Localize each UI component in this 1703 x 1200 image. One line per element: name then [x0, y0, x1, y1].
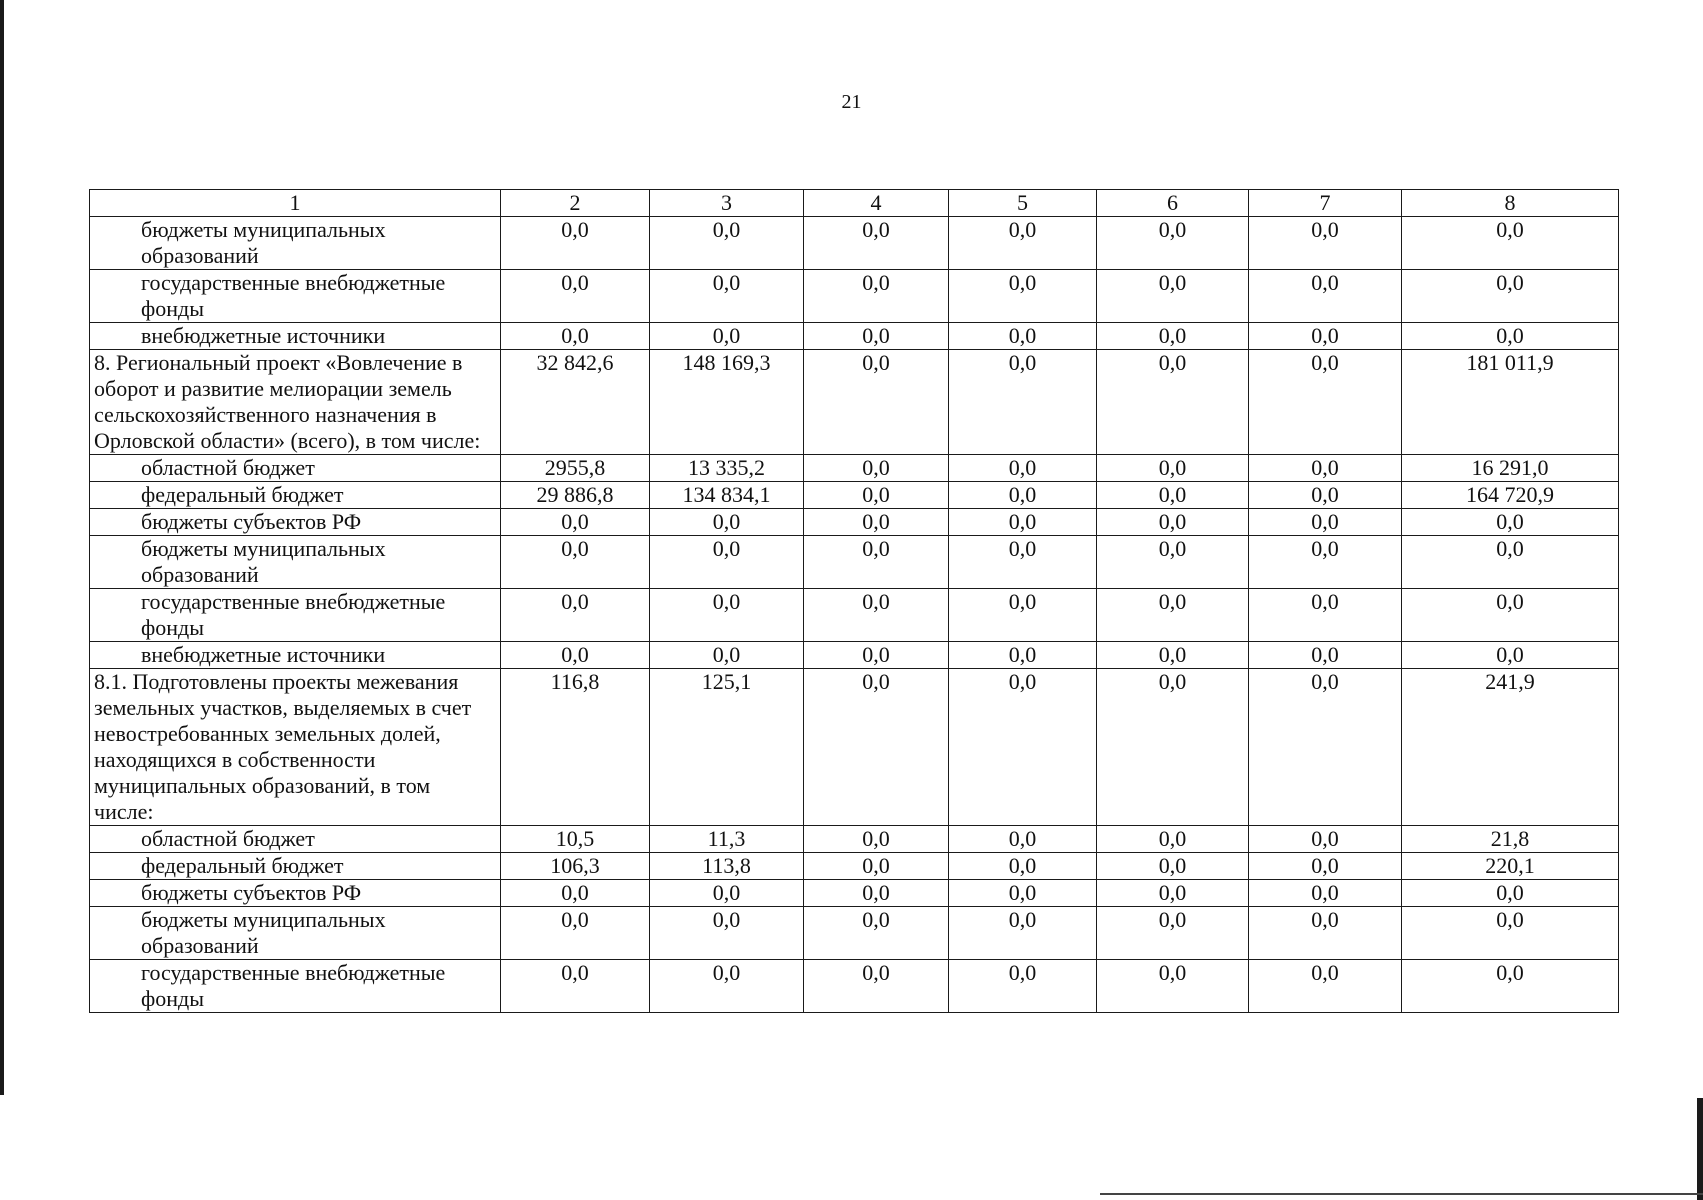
value-cell: 0,0	[804, 536, 949, 589]
value-cell: 148 169,3	[650, 350, 804, 455]
row-source-label: федеральный бюджет	[90, 853, 501, 880]
value-cell: 0,0	[949, 482, 1097, 509]
value-cell: 0,0	[1097, 589, 1249, 642]
value-cell: 16 291,0	[1402, 455, 1619, 482]
value-cell: 0,0	[804, 880, 949, 907]
budget-table	[89, 189, 1619, 1013]
value-cell: 0,0	[1097, 826, 1249, 853]
table-row	[90, 323, 1619, 350]
value-cell: 0,0	[1097, 270, 1249, 323]
column-number: 5	[949, 190, 1097, 217]
value-cell: 0,0	[949, 669, 1097, 826]
row-source-label: областной бюджет	[90, 455, 501, 482]
table-row	[90, 826, 1619, 853]
value-cell: 241,9	[1402, 669, 1619, 826]
value-cell: 0,0	[501, 536, 650, 589]
column-number-row	[90, 190, 1619, 217]
table-row	[90, 482, 1619, 509]
value-cell: 0,0	[804, 323, 949, 350]
table-row	[90, 455, 1619, 482]
row-source-label: бюджеты муниципальных образований	[90, 217, 501, 270]
value-cell: 0,0	[501, 270, 650, 323]
value-cell: 0,0	[1402, 270, 1619, 323]
value-cell: 0,0	[804, 960, 949, 1013]
column-number: 3	[650, 190, 804, 217]
table-row	[90, 217, 1619, 270]
value-cell: 0,0	[949, 960, 1097, 1013]
value-cell: 0,0	[1402, 880, 1619, 907]
value-cell: 0,0	[501, 642, 650, 669]
value-cell: 13 335,2	[650, 455, 804, 482]
value-cell: 0,0	[1097, 217, 1249, 270]
row-section-label: 8.1. Подготовлены проекты межевания земельных участков, выделяемых в счет невостребованных земельных долей, находящихся в собственности муниципальных образований, в том числе:	[90, 669, 501, 826]
table-row	[90, 907, 1619, 960]
value-cell: 0,0	[501, 589, 650, 642]
column-number: 2	[501, 190, 650, 217]
value-cell: 0,0	[949, 509, 1097, 536]
table-row	[90, 509, 1619, 536]
value-cell: 0,0	[650, 509, 804, 536]
row-source-label: бюджеты муниципальных образований	[90, 907, 501, 960]
value-cell: 0,0	[804, 482, 949, 509]
value-cell: 0,0	[949, 589, 1097, 642]
scan-border-right	[1697, 1098, 1703, 1200]
value-cell: 0,0	[949, 853, 1097, 880]
value-cell: 0,0	[1097, 853, 1249, 880]
table-body	[90, 190, 1619, 1013]
value-cell: 0,0	[1402, 960, 1619, 1013]
value-cell: 0,0	[1249, 642, 1402, 669]
value-cell: 113,8	[650, 853, 804, 880]
row-source-label: государственные внебюджетные фонды	[90, 589, 501, 642]
scan-border-bottom	[1100, 1193, 1703, 1195]
value-cell: 0,0	[1249, 907, 1402, 960]
value-cell: 0,0	[949, 826, 1097, 853]
value-cell: 21,8	[1402, 826, 1619, 853]
value-cell: 0,0	[949, 907, 1097, 960]
value-cell: 0,0	[501, 323, 650, 350]
value-cell: 0,0	[804, 669, 949, 826]
value-cell: 0,0	[650, 217, 804, 270]
value-cell: 0,0	[1097, 669, 1249, 826]
value-cell: 0,0	[949, 323, 1097, 350]
value-cell: 0,0	[949, 217, 1097, 270]
table-row	[90, 589, 1619, 642]
value-cell: 0,0	[1402, 323, 1619, 350]
table-row	[90, 536, 1619, 589]
value-cell: 181 011,9	[1402, 350, 1619, 455]
value-cell: 0,0	[1249, 826, 1402, 853]
value-cell: 2955,8	[501, 455, 650, 482]
row-section-label: 8. Региональный проект «Вовлечение в оборот и развитие мелиорации земель сельскохозяйственного назначения в Орловской области» (всего), в том числе:	[90, 350, 501, 455]
value-cell: 0,0	[804, 455, 949, 482]
column-number: 7	[1249, 190, 1402, 217]
value-cell: 0,0	[501, 907, 650, 960]
value-cell: 0,0	[1249, 960, 1402, 1013]
value-cell: 0,0	[650, 880, 804, 907]
value-cell: 0,0	[1249, 270, 1402, 323]
value-cell: 0,0	[1402, 217, 1619, 270]
value-cell: 0,0	[1402, 907, 1619, 960]
value-cell: 0,0	[1402, 509, 1619, 536]
row-source-label: государственные внебюджетные фонды	[90, 270, 501, 323]
value-cell: 0,0	[650, 642, 804, 669]
page-number: 21	[841, 91, 862, 113]
value-cell: 0,0	[1249, 350, 1402, 455]
value-cell: 0,0	[804, 270, 949, 323]
value-cell: 0,0	[949, 350, 1097, 455]
value-cell: 0,0	[804, 826, 949, 853]
table-row	[90, 642, 1619, 669]
value-cell: 0,0	[650, 536, 804, 589]
row-source-label: федеральный бюджет	[90, 482, 501, 509]
value-cell: 0,0	[1097, 455, 1249, 482]
value-cell: 0,0	[804, 853, 949, 880]
column-number: 8	[1402, 190, 1619, 217]
value-cell: 0,0	[1097, 482, 1249, 509]
value-cell: 116,8	[501, 669, 650, 826]
value-cell: 106,3	[501, 853, 650, 880]
value-cell: 0,0	[650, 270, 804, 323]
column-number: 4	[804, 190, 949, 217]
table-row	[90, 880, 1619, 907]
value-cell: 0,0	[1402, 642, 1619, 669]
value-cell: 134 834,1	[650, 482, 804, 509]
table-row	[90, 853, 1619, 880]
row-source-label: внебюджетные источники	[90, 642, 501, 669]
row-source-label: бюджеты субъектов РФ	[90, 880, 501, 907]
value-cell: 0,0	[1249, 853, 1402, 880]
value-cell: 125,1	[650, 669, 804, 826]
scan-border-left	[0, 0, 4, 1095]
value-cell: 0,0	[949, 536, 1097, 589]
row-source-label: бюджеты муниципальных образований	[90, 536, 501, 589]
value-cell: 0,0	[1097, 323, 1249, 350]
row-source-label: внебюджетные источники	[90, 323, 501, 350]
value-cell: 0,0	[1097, 350, 1249, 455]
table-row	[90, 270, 1619, 323]
value-cell: 0,0	[1249, 482, 1402, 509]
value-cell: 0,0	[804, 350, 949, 455]
value-cell: 0,0	[1249, 509, 1402, 536]
value-cell: 0,0	[1097, 536, 1249, 589]
value-cell: 10,5	[501, 826, 650, 853]
table-row	[90, 669, 1619, 826]
value-cell: 0,0	[650, 589, 804, 642]
value-cell: 0,0	[804, 907, 949, 960]
value-cell: 0,0	[804, 509, 949, 536]
value-cell: 0,0	[1249, 589, 1402, 642]
value-cell: 0,0	[804, 642, 949, 669]
value-cell: 0,0	[501, 960, 650, 1013]
row-source-label: государственные внебюджетные фонды	[90, 960, 501, 1013]
value-cell: 0,0	[501, 217, 650, 270]
table-row	[90, 960, 1619, 1013]
value-cell: 29 886,8	[501, 482, 650, 509]
value-cell: 0,0	[804, 589, 949, 642]
value-cell: 11,3	[650, 826, 804, 853]
value-cell: 0,0	[1097, 880, 1249, 907]
row-source-label: бюджеты субъектов РФ	[90, 509, 501, 536]
value-cell: 0,0	[1249, 323, 1402, 350]
value-cell: 220,1	[1402, 853, 1619, 880]
value-cell: 0,0	[949, 455, 1097, 482]
value-cell: 32 842,6	[501, 350, 650, 455]
table-row	[90, 350, 1619, 455]
value-cell: 0,0	[501, 509, 650, 536]
value-cell: 0,0	[650, 960, 804, 1013]
value-cell: 0,0	[1097, 907, 1249, 960]
value-cell: 0,0	[949, 880, 1097, 907]
value-cell: 0,0	[949, 642, 1097, 669]
column-number: 6	[1097, 190, 1249, 217]
value-cell: 0,0	[1402, 589, 1619, 642]
value-cell: 0,0	[1402, 536, 1619, 589]
value-cell: 0,0	[1249, 880, 1402, 907]
value-cell: 0,0	[650, 907, 804, 960]
value-cell: 0,0	[1097, 960, 1249, 1013]
row-source-label: областной бюджет	[90, 826, 501, 853]
value-cell: 0,0	[1249, 669, 1402, 826]
value-cell: 0,0	[501, 880, 650, 907]
value-cell: 0,0	[1097, 642, 1249, 669]
value-cell: 0,0	[949, 270, 1097, 323]
value-cell: 0,0	[1249, 455, 1402, 482]
value-cell: 0,0	[1249, 536, 1402, 589]
value-cell: 0,0	[1249, 217, 1402, 270]
value-cell: 0,0	[804, 217, 949, 270]
value-cell: 0,0	[650, 323, 804, 350]
column-number: 1	[90, 190, 501, 217]
value-cell: 0,0	[1097, 509, 1249, 536]
value-cell: 164 720,9	[1402, 482, 1619, 509]
